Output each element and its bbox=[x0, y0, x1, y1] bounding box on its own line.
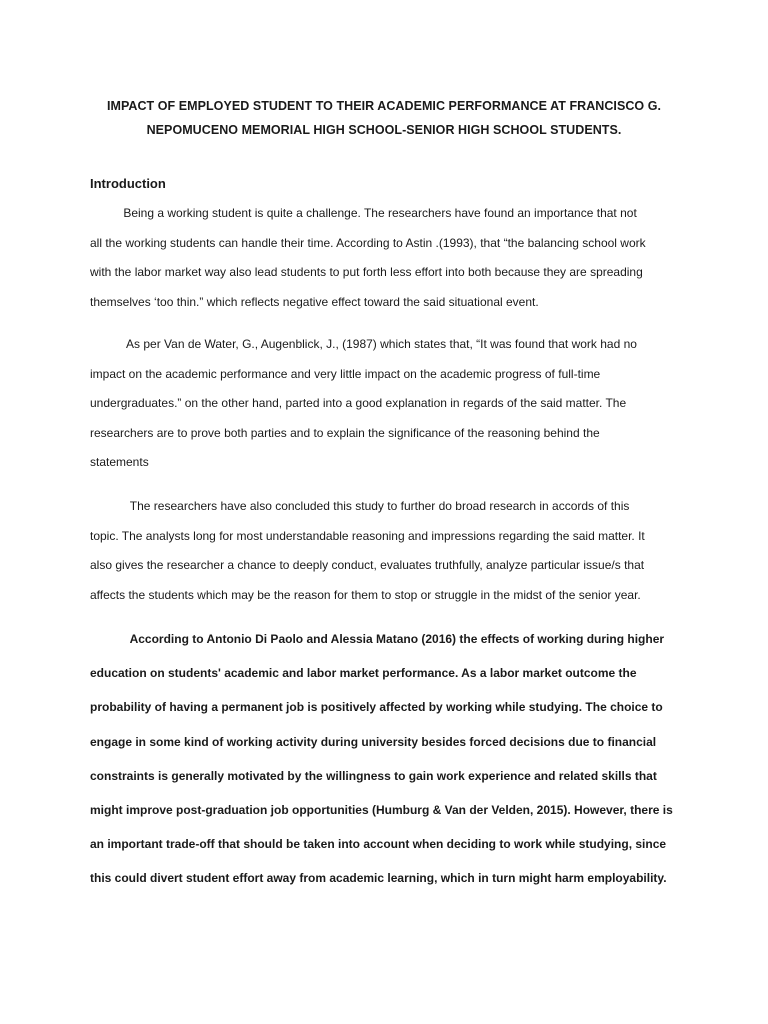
paragraph-line: also gives the researcher a chance to deeply conduct, evaluates truthfully, analyze particular issue/s that bbox=[90, 558, 645, 572]
paragraph-line: engage in some kind of working activity during university besides forced decisions due to financial bbox=[90, 734, 657, 749]
paragraph-line: undergraduates.” on the other hand, parted into a good explanation in regards of the said matter. The bbox=[90, 396, 627, 410]
paragraph-2 bbox=[90, 330, 690, 478]
paragraph-line: this could divert student effort away from academic learning, which in turn might harm employability. bbox=[90, 871, 667, 886]
paragraph-line: statements bbox=[90, 455, 149, 469]
document-title bbox=[60, 94, 708, 142]
paragraph-line: affects the students which may be the reason for them to stop or struggle in the midst of the senior year. bbox=[90, 587, 641, 602]
section-heading: Introduction bbox=[90, 176, 166, 191]
paragraph-3 bbox=[90, 492, 690, 610]
paragraph-1 bbox=[90, 199, 690, 317]
title-line-2: NEPOMUCENO MEMORIAL HIGH SCHOOL-SENIOR HIGH SCHOOL STUDENTS. bbox=[146, 123, 622, 137]
paragraph-line: topic. The analysts long for most understandable reasoning and impressions regarding the said matter. It bbox=[90, 528, 645, 543]
paragraph-line: education on students' academic and labor market performance. As a labor market outcome the bbox=[90, 666, 637, 681]
title-line-1: IMPACT OF EMPLOYED STUDENT TO THEIR ACADEMIC PERFORMANCE AT FRANCISCO G. bbox=[106, 99, 662, 113]
paragraph-line: Being a working student is quite a challenge. The researchers have found an importance that not bbox=[90, 206, 637, 220]
paragraph-line: with the labor market way also lead students to put forth less effort into both because they are spreading bbox=[90, 265, 643, 279]
paragraph-line: might improve post-graduation job opportunities (Humburg & Van der Velden, 2015). However, there is bbox=[90, 803, 673, 818]
paragraph-line: The researchers have also concluded this study to further do broad research in accords of this bbox=[90, 499, 630, 513]
paragraph-4 bbox=[90, 622, 690, 896]
paragraph-line: all the working students can handle their time. According to Astin .(1993), that “the balancing school work bbox=[90, 235, 646, 250]
paragraph-line: According to Antonio Di Paolo and Alessia Matano (2016) the effects of working during higher bbox=[90, 632, 665, 646]
paragraph-line: constraints is generally motivated by the willingness to gain work experience and related skills that bbox=[90, 768, 657, 783]
paragraph-line: researchers are to prove both parties and to explain the significance of the reasoning behind the bbox=[90, 425, 600, 440]
paragraph-line: impact on the academic performance and very little impact on the academic progress of full-time bbox=[90, 366, 601, 381]
paragraph-line: probability of having a permanent job is positively affected by working while studying. The choice to bbox=[90, 700, 663, 715]
paragraph-line: an important trade-off that should be taken into account when deciding to work while studying, since bbox=[90, 837, 667, 852]
paragraph-line: As per Van de Water, G., Augenblick, J., (1987) which states that, “It was found that work had no bbox=[90, 337, 637, 351]
paragraph-line: themselves ‘too thin.” which reflects negative effect toward the said situational event. bbox=[90, 294, 539, 309]
